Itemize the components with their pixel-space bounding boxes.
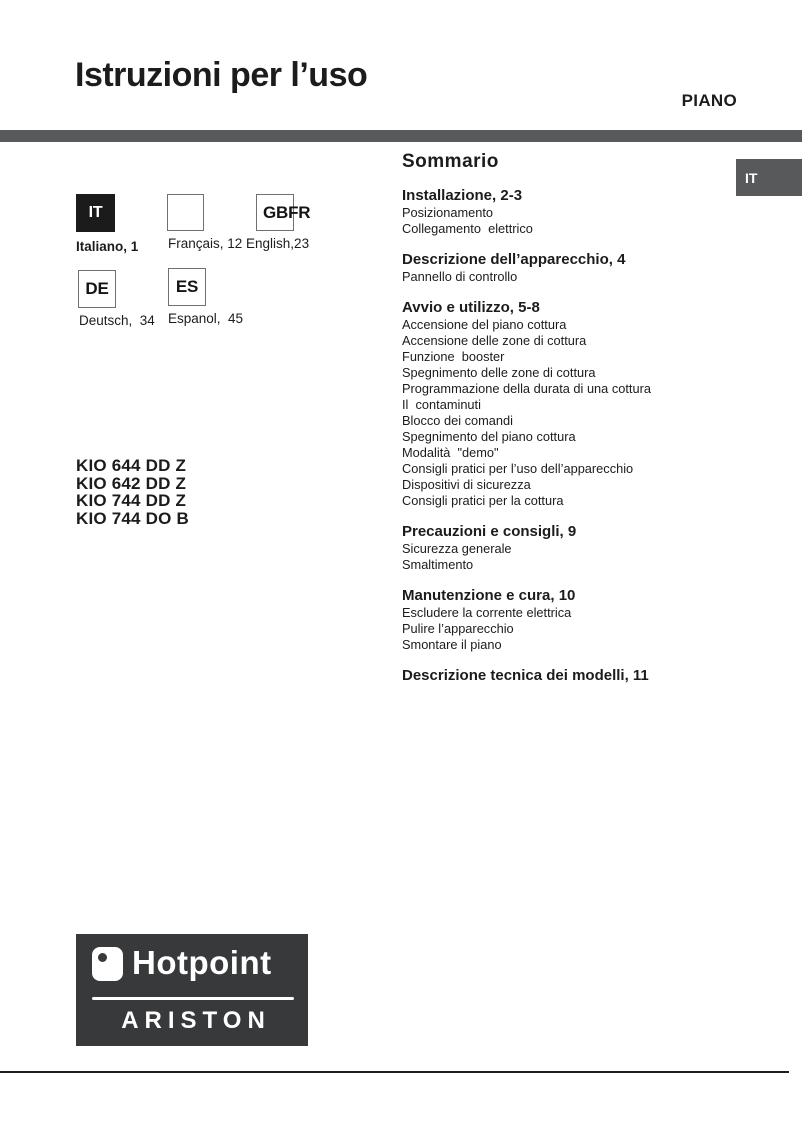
model-list — [76, 457, 189, 527]
toc-item: Accensione delle zone di cottura — [402, 333, 587, 348]
toc-item: Sicurezza generale — [402, 541, 512, 556]
toc-section-title: Descrizione tecnica dei modelli, 11 — [402, 667, 649, 684]
toc-item: Consigli pratici per la cottura — [402, 493, 564, 508]
footer-rule — [0, 1071, 789, 1073]
table-of-contents — [402, 152, 752, 685]
toc-item: Il contaminuti — [402, 397, 481, 412]
toc-item: Smaltimento — [402, 557, 474, 572]
toc-heading: Sommario — [402, 151, 499, 172]
model-number: KIO 644 DD Z — [76, 456, 187, 475]
document-title: Istruzioni per l’uso — [75, 55, 368, 94]
model-number: KIO 744 DD Z — [76, 491, 187, 510]
toc-section-title: Installazione, 2-3 — [402, 187, 523, 204]
toc-item: Blocco dei comandi — [402, 413, 513, 428]
toc-item: Collegamento elettrico — [402, 221, 533, 236]
logo-divider-line — [92, 997, 294, 1000]
header-divider-bar — [0, 130, 802, 142]
language-box-german — [78, 270, 116, 308]
language-label-german: Deutsch, 34 — [79, 313, 155, 328]
model-number: KIO 744 DO B — [76, 508, 189, 528]
logo-subbrand-text: ARISTON — [121, 1007, 271, 1034]
language-label-spanish: Espanol, 45 — [168, 311, 244, 326]
toc-item: Posizionamento — [402, 205, 494, 220]
toc-sections — [402, 186, 752, 685]
logo-brand-text: Hotpoint — [132, 944, 272, 981]
toc-section-title: Avvio e utilizzo, 5-8 — [402, 299, 540, 316]
toc-item: Escludere la corrente elettrica — [402, 605, 572, 620]
product-type-label: PIANO — [681, 91, 737, 110]
language-code-de: DE — [85, 279, 109, 298]
hotpoint-square-icon — [92, 947, 123, 981]
model-number: KIO 642 DD Z — [76, 473, 187, 493]
toc-item: Pannello di controllo — [402, 269, 518, 284]
language-code-gbfr: GBFR — [263, 202, 311, 222]
language-box-italian — [76, 194, 115, 232]
toc-item: Programmazione della durata di una cottura — [402, 381, 651, 396]
toc-item: Modalità "demo" — [402, 445, 499, 460]
toc-item: Smontare il piano — [402, 637, 502, 652]
hotpoint-ariston-logo — [76, 934, 308, 1046]
hotpoint-icon-dot — [98, 953, 107, 962]
language-label-italian: Italiano, 1 — [76, 239, 139, 254]
language-code-es: ES — [175, 277, 199, 296]
language-box-spanish — [168, 268, 206, 306]
toc-item: Dispositivi di sicurezza — [402, 477, 531, 492]
language-edge-tab-label: IT — [745, 169, 758, 186]
toc-item: Consigli pratici per l’uso dell’apparecchio — [402, 461, 634, 476]
language-code-it: IT — [88, 204, 103, 221]
language-label-french-english: Français, 12 English,23 — [168, 236, 310, 251]
toc-section-title: Manutenzione e cura, 10 — [402, 587, 576, 604]
toc-item: Funzione booster — [402, 349, 505, 364]
toc-item: Spegnimento delle zone di cottura — [402, 365, 596, 380]
toc-item: Pulire l’apparecchio — [402, 621, 514, 636]
toc-section-title: Precauzioni e consigli, 9 — [402, 523, 577, 540]
language-box-english — [256, 194, 311, 231]
toc-section-title: Descrizione dell’apparecchio, 4 — [402, 251, 626, 268]
toc-item: Spegnimento del piano cottura — [402, 429, 576, 444]
toc-item: Accensione del piano cottura — [402, 317, 567, 332]
language-box-french — [167, 194, 204, 231]
